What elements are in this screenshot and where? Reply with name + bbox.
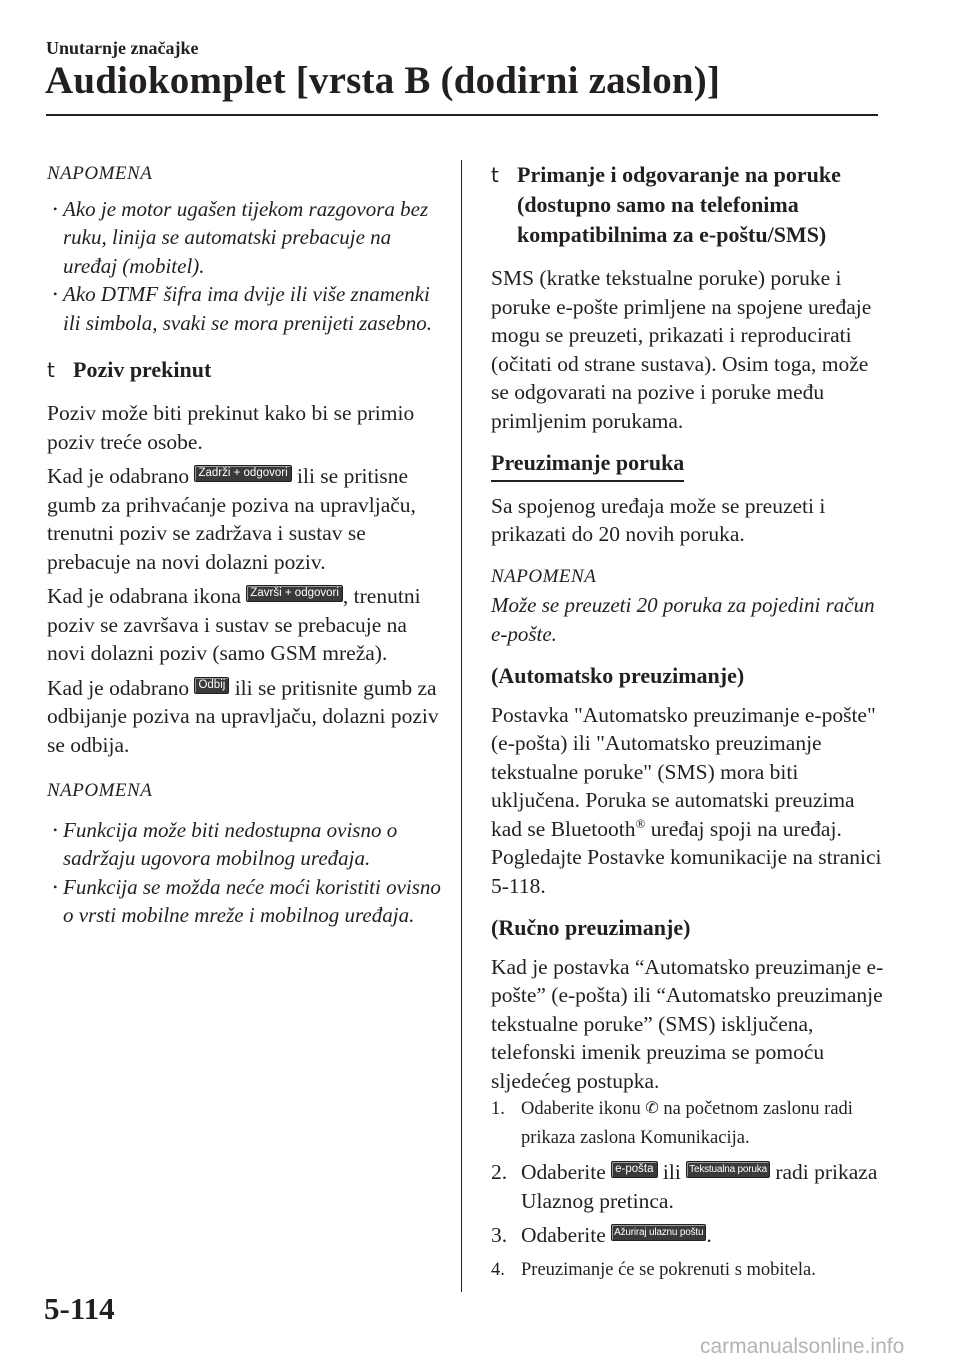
text: uređaj spoji na uređaj.: [645, 816, 842, 841]
subheading: Preuzimanje poruka: [491, 449, 684, 482]
email-button: e-pošta: [611, 1161, 657, 1178]
steps-list: [491, 1095, 886, 1284]
paragraph: Pogledajte Postavke komunikacije na stranici 5-118.: [491, 845, 882, 898]
section-marker-icon: t: [47, 358, 55, 382]
note-list: [53, 195, 447, 338]
phone-icon: ✆: [645, 1100, 659, 1117]
text: Odaberite: [521, 1223, 612, 1247]
list-item: • Ako DTMF šifra ima dvije ili više znamenki ili simbola, svaki se mora prenijeti zasebno.: [53, 280, 447, 337]
paragraph: [47, 462, 447, 576]
text: radi prikaza Ulaznog pretinca.: [521, 1160, 878, 1213]
page-title: Audiokomplet [vrsta B (dodirni zaslon)]: [45, 59, 721, 102]
step-number: 1.: [491, 1099, 505, 1119]
registered-mark: ®: [635, 815, 646, 831]
end-answer-button: Završi + odgovori: [246, 585, 343, 602]
text: Preuzimanje će se pokrenuti s mobitela.: [521, 1259, 816, 1280]
section-title: Primanje i odgovaranje na poruke (dostupno samo na telefonima kompatibilnima za e-poštu/SMS): [517, 162, 841, 247]
text: Odaberite: [521, 1160, 612, 1184]
list-item: [491, 1095, 886, 1152]
section-heading: [491, 160, 886, 250]
section-marker-icon: t: [491, 163, 499, 187]
right-column: [491, 160, 886, 1284]
text-message-button: Tekstualna poruka: [686, 1161, 770, 1178]
text: .: [706, 1223, 712, 1247]
section-heading: [47, 355, 447, 385]
header-rule: [46, 114, 878, 116]
watermark: carmanualsonline.info: [700, 1335, 905, 1358]
text: ili: [657, 1160, 687, 1184]
list-item: • Ako je motor ugašen tijekom razgovora bez ruku, linija se automatski prebacuje na uređaj (mobitel).: [53, 195, 447, 281]
list-item: • Funkcija može biti nedostupna ovisno o sadržaju ugovora mobilnog uređaja.: [53, 816, 447, 873]
subheading-auto: (Automatsko preuzimanje): [491, 663, 745, 688]
text: Kad je odabrano: [47, 464, 195, 488]
list-item: [491, 1221, 886, 1250]
left-column: [47, 160, 447, 930]
paragraph: Sa spojenog uređaja može se preuzeti i prikazati do 20 novih poruka.: [491, 493, 826, 546]
text: Kad je odabrana ikona: [47, 584, 247, 608]
note-title: NAPOMENA: [491, 565, 597, 587]
note-title: NAPOMENA: [47, 780, 153, 801]
text: ili se pritisnite gumb za odbijanje poziva na upravljaču, dolazni poziv se odbija.: [47, 675, 439, 757]
update-inbox-button: Ažuriraj ulaznu poštu: [611, 1224, 706, 1241]
hold-answer-button: Zadrži + odgovori: [194, 465, 291, 482]
note-title: NAPOMENA: [47, 163, 153, 184]
note-list: [53, 816, 447, 930]
section-title: Poziv prekinut: [73, 357, 212, 382]
text: , trenutni poziv se završava i sustav se prebacuje na novi dolazni poziv (samo GSM mreža).: [47, 584, 421, 665]
paragraph: SMS (kratke tekstualne poruke) poruke i poruke e-pošte primljene na spojene uređaje mogu se preuzeti, prikazati i reproducirati (očitati od strane sustava). Osim toga, može se odgovarati na pozive i poruke među primljenim porukama.: [491, 266, 872, 433]
paragraph: [47, 582, 447, 668]
paragraph: [491, 701, 886, 844]
page-number: 5-114: [44, 1291, 115, 1326]
reject-button: Odbij: [194, 677, 229, 694]
paragraph: Kad je postavka “Automatsko preuzimanje e-pošte” (e-pošta) ili “Automatsko preuzimanje tekstualne poruke” (SMS) isključena, telefonski imenik preuzima se pomoću sljedećeg postupka.: [491, 954, 884, 1093]
section-label: Unutarnje značajke: [46, 38, 199, 58]
text: na početnom zaslonu radi prikaza zaslona Komunikacija.: [521, 1099, 853, 1148]
text: Postavka "Automatsko preuzimanje e-pošte" (e-pošta) ili "Automatsko preuzimanje tekstualne poruke" (SMS) mora biti uključena. Poruka se automatski preuzima kad se Bluetooth: [491, 702, 876, 841]
step-number: 4.: [491, 1259, 505, 1280]
paragraph: Poziv može biti prekinut kako bi se primio poziv treće osobe.: [47, 401, 415, 454]
note-text: Može se preuzeti 20 poruka za pojedini račun e-pošte.: [491, 593, 875, 646]
list-item: [491, 1158, 886, 1215]
list-item: [491, 1256, 886, 1285]
step-number: 2.: [491, 1160, 508, 1184]
text: ili se pritisne gumb za prihvaćanje poziva na upravljaču, trenutni poziv se zadržava i sustav se prebacuje na novi dolazni poziv.: [47, 464, 416, 574]
step-number: 3.: [491, 1223, 508, 1247]
subheading-manual: (Ručno preuzimanje): [491, 915, 691, 940]
column-divider: [461, 160, 462, 1292]
list-item: • Funkcija se možda neće moći koristiti ovisno o vrsti mobilne mreže i mobilnog uređaja.: [53, 873, 447, 930]
paragraph: [47, 674, 447, 760]
text: Kad je odabrano: [47, 675, 195, 700]
subheading-wrap: [491, 449, 886, 482]
text: Odaberite ikonu: [521, 1099, 646, 1119]
